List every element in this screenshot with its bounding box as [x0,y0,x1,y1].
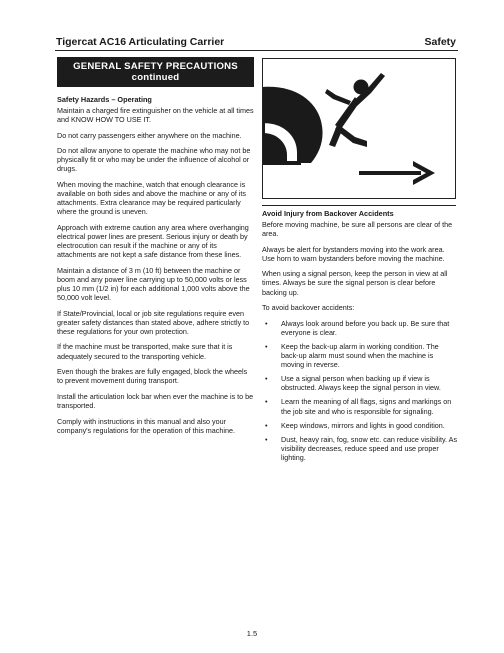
left-column [57,57,254,441]
subsection-heading: Avoid Injury from Backover Accidents [262,209,394,218]
paragraph: Install the articulation lock bar when ever the machine is to be transported. [57,391,254,410]
list-item [262,374,458,392]
right-column [262,57,458,467]
bullet-icon: • [265,341,268,351]
figure-divider [262,205,456,206]
backover-precautions-list [262,319,458,462]
paragraph: Even though the brakes are fully engaged, block the wheels to prevent movement during transport. [57,367,248,386]
list-item-text: Always look around before you back up. Be sure that everyone is clear. [281,318,450,337]
list-item-text: Dust, heavy rain, fog, snow etc. can reduce visibility. As visibility decreases, reduce speed and use proper lighting. [281,434,458,462]
bullet-icon: • [265,420,268,430]
header-divider [55,50,458,51]
paragraph: When moving the machine, watch that enough clearance is available on both sides and above the machine or any of its attachments. Extra clearance may be required particularly where the ground is uneven. [57,180,246,217]
section-banner [57,57,254,87]
paragraph: Always be alert for bystanders moving into the work area. Use horn to warn bystanders before moving the machine. [262,244,445,263]
banner-subtitle: continued [131,72,180,83]
list-item-text: Keep windows, mirrors and lights in good condition. [281,420,445,430]
paragraph: When using a signal person, keep the person in view at all times. Always be sure the signal person is clear before backing up. [262,269,448,297]
list-item-text: Keep the back-up alarm in working condition. The back-up alarm must sound when the machine is moving in reverse. [281,341,439,370]
list-item [262,421,458,430]
list-item-text: Use a signal person when backing up if view is obstructed. Always keep the signal person in view. [281,374,441,393]
list-item [262,342,458,369]
paragraph: Maintain a distance of 3 m (10 ft) between the machine or boom and any power line carrying up to 50,000 volts or less plus 10 mm (1/2 in) for each additional 1,000 volts above the 50,000 volt level. [57,265,250,303]
section-title: Safety [424,36,456,48]
backover-hazard-figure [262,58,456,199]
paragraph: If the machine must be transported, make sure that it is adequately secured to the transporting vehicle. [57,342,233,361]
page-number: 1.5 [246,629,258,638]
paragraph: Comply with instructions in this manual and also your company's regulations for the operation of this machine. [57,416,235,435]
paragraph: If State/Provincial, local or job site regulations require even greater safety distances than stated above, adhere strictly to these regulations for your own protection. [57,308,250,336]
list-item [262,435,458,462]
paragraph: Do not carry passengers either anywhere on the machine. [57,130,242,140]
list-item-text: Learn the meaning of all flags, signs and markings on the job site and who is responsible for signaling. [281,397,452,416]
bullet-icon: • [265,318,268,328]
paragraph: To avoid backover accidents: [262,303,355,313]
bullet-icon: • [265,374,268,384]
subsection-heading: Safety Hazards – Operating [57,95,152,104]
bullet-icon: • [265,397,268,407]
paragraph: Maintain a charged fire extinguisher on the vehicle at all times and KNOW HOW TO USE IT. [57,106,254,125]
paragraph: Approach with extreme caution any area where overhanging electrical power lines are present. Serious injury or death by electrocution can result if the machine or any of its attachments are not kept a safe distance from these lines. [57,222,249,260]
list-item [262,397,458,415]
backover-hazard-icon [263,59,455,198]
paragraph: Do not allow anyone to operate the machine who may not be physically fit or who may be under the influence of alcohol or drugs. [57,146,251,174]
bullet-icon: • [265,434,268,444]
paragraph: Before moving machine, be sure all persons are clear of the area. [262,220,453,239]
document-title: Tigercat AC16 Articulating Carrier [56,36,225,48]
banner-title: GENERAL SAFETY PRECAUTIONS [73,61,238,72]
list-item [262,319,458,337]
